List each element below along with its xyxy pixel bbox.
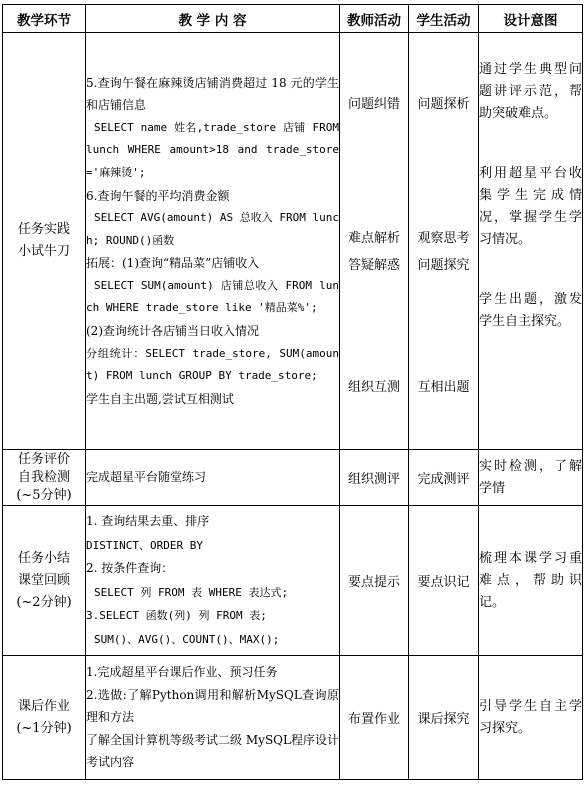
content-line: SELECT AVG(amount) AS 总收入 FROM lunch; ROUND()函数 — [86, 211, 339, 247]
stage-line: 课后作业 — [17, 698, 70, 714]
header-stage: 教学环节 — [3, 5, 86, 33]
table-row — [3, 33, 583, 450]
student-cell — [409, 656, 479, 780]
header-row — [3, 5, 583, 33]
stage-cell — [3, 506, 86, 656]
intent-cell — [479, 506, 583, 656]
header-teacher: 教师活动 — [340, 5, 409, 33]
content-line: 学生自主出题,尝试互相测试 — [86, 391, 234, 406]
stage-line: 任务评价 — [17, 451, 70, 467]
content-line: 完成超星平台随堂练习 — [86, 470, 207, 485]
content-line: SELECT SUM(amount) 店铺总收入 FROM lunch WHERE trade_store like '精品菜%'; — [86, 278, 339, 315]
stage-line: 自我检测 — [17, 469, 70, 485]
content-line: SELECT 列 FROM 表 WHERE 表达式; — [94, 585, 289, 599]
teacher-activity: 组织互测 — [347, 380, 400, 395]
intent-text: 引导学生自主学习探究。 — [479, 698, 582, 736]
teacher-cell — [340, 33, 409, 450]
teacher-cell — [340, 450, 409, 506]
student-activity: 课后探究 — [417, 712, 470, 727]
intent-text: 学生出题，激发学生自主探究。 — [479, 292, 582, 329]
header-intent: 设计意图 — [479, 5, 583, 33]
teacher-activity: 问题纠错 — [347, 97, 400, 112]
content-line: 2.选做:了解Python调用和解析MySQL查询原理和方法 — [86, 687, 339, 725]
intent-cell — [479, 33, 583, 450]
student-cell — [409, 450, 479, 506]
table-row — [3, 656, 583, 780]
content-line: SUM()、AVG()、COUNT()、MAX(); — [94, 632, 280, 646]
content-line: (2)查询统计各店铺当日收入情况 — [86, 324, 259, 339]
stage-line: (~1分钟) — [16, 720, 72, 736]
content-line: 拓展：(1)查询“精品菜”店铺收入 — [86, 256, 260, 271]
lesson-plan-table — [2, 4, 583, 780]
student-activity: 观察思考 — [417, 231, 470, 246]
student-activity: 问题探析 — [417, 97, 470, 112]
stage-line: 任务小结 — [17, 550, 70, 566]
teacher-activity: 难点解析 — [347, 231, 400, 246]
teacher-activity: 答疑解惑 — [347, 258, 400, 273]
content-line: 1.完成超星平台课后作业、预习任务 — [86, 665, 278, 680]
content-line: SELECT name 姓名,trade_store 店铺 FROM lunch WHERE amount>18 and trade_store='麻辣烫'; — [86, 120, 339, 179]
content-cell — [86, 33, 340, 450]
intent-text: 实时检测，了解学情 — [479, 458, 582, 496]
content-cell — [86, 656, 340, 780]
stage-cell — [3, 450, 86, 506]
content-cell — [86, 450, 340, 506]
teacher-activity: 组织测评 — [347, 472, 400, 487]
content-line: DISTINCT、ORDER BY — [86, 538, 203, 552]
header-student: 学生活动 — [409, 5, 479, 33]
intent-text: 通过学生典型问题讲评示范，帮助突破难点。 — [479, 62, 582, 121]
stage-line: (~5分钟) — [16, 487, 72, 503]
student-cell — [409, 506, 479, 656]
table-row — [3, 506, 583, 656]
stage-line: 任务实践 — [17, 222, 70, 237]
content-cell — [86, 506, 340, 656]
content-line: 5.查询午餐在麻辣烫店铺消费超过 18 元的学生和店铺信息 — [86, 75, 339, 113]
content-line: 1. 查询结果去重、排序 — [86, 514, 210, 528]
intent-text: 梳理本课学习重难点，帮助识记。 — [479, 550, 582, 610]
stage-cell — [3, 656, 86, 780]
content-line: 了解全国计算机等级考试二级 MySQL程序设计考试内容 — [86, 732, 339, 770]
intent-text: 利用超星平台收集学生完成情况，掌握学生学习情况。 — [479, 166, 582, 247]
student-activity: 完成测评 — [417, 472, 470, 487]
stage-line: 小试牛刀 — [17, 244, 70, 259]
intent-cell — [479, 656, 583, 780]
teacher-cell — [340, 506, 409, 656]
content-line: 3.SELECT 函数(列) 列 FROM 表; — [86, 609, 267, 622]
stage-line: 课堂回顾 — [17, 572, 70, 588]
stage-cell — [3, 33, 86, 450]
content-line: 分组统计：SELECT trade_store, SUM(amount) FROM lunch GROUP BY trade_store; — [86, 346, 339, 383]
student-activity: 要点识记 — [417, 575, 470, 590]
student-activity: 互相出题 — [417, 380, 470, 395]
content-line: 6.查询午餐的平均消费金额 — [86, 188, 230, 203]
teacher-activity: 布置作业 — [347, 712, 400, 727]
student-cell — [409, 33, 479, 450]
content-line: 2. 按条件查询： — [86, 561, 174, 575]
teacher-activity: 要点提示 — [347, 575, 400, 590]
stage-line: (~2分钟) — [16, 594, 72, 610]
intent-cell — [479, 450, 583, 506]
table-row — [3, 450, 583, 506]
header-content: 教 学 内 容 — [86, 5, 340, 33]
teacher-cell — [340, 656, 409, 780]
student-activity: 问题探究 — [417, 258, 470, 273]
